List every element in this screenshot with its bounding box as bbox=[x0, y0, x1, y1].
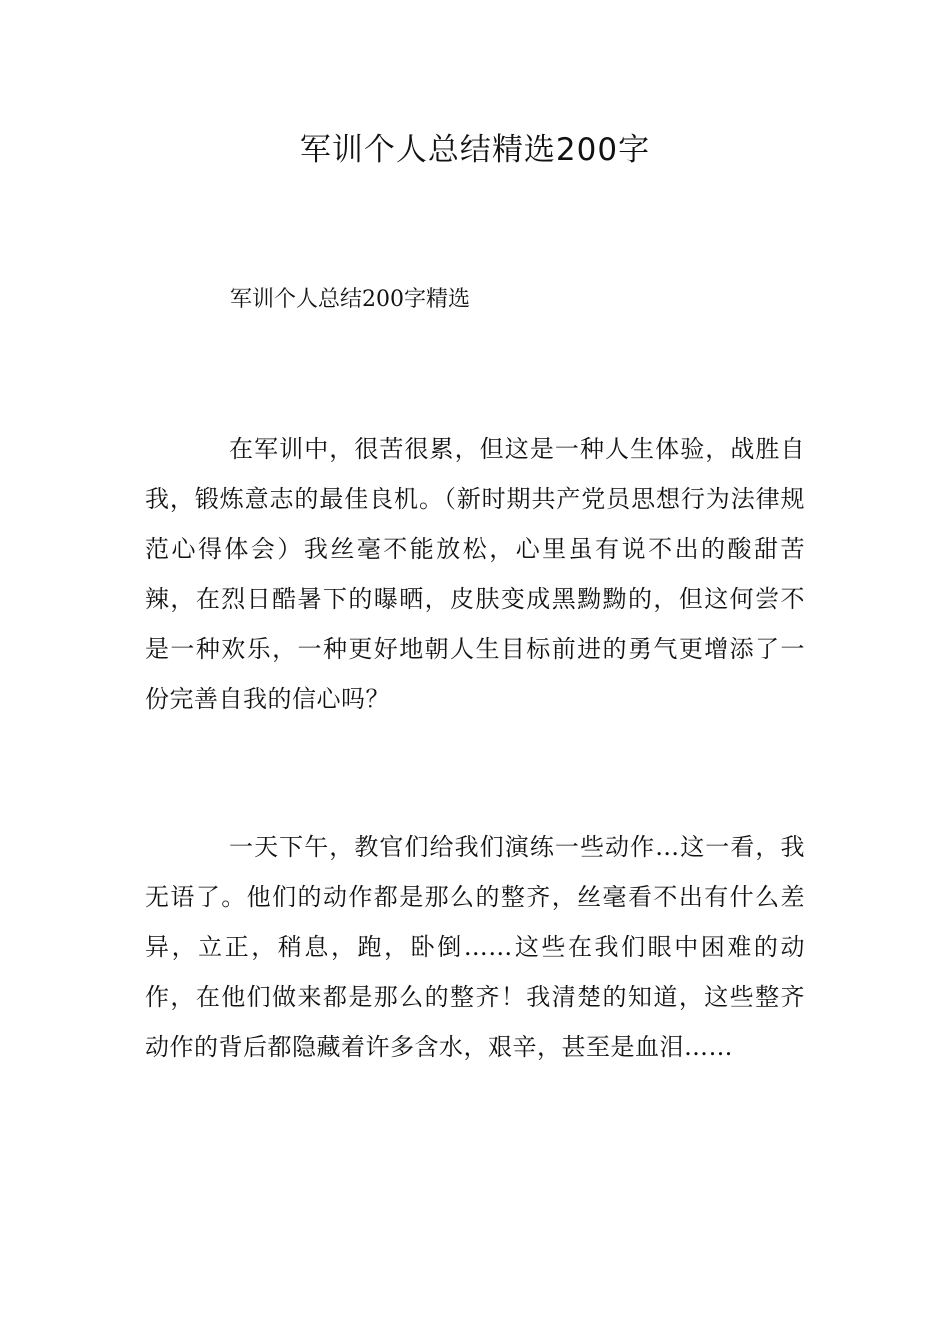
paragraph-2: 一天下午，教官们给我们演练一些动作…这一看，我无语了。他们的动作都是那么的整齐，丝毫看不出有什么差异，立正，稍息，跑，卧倒……这些在我们眼中困难的动作，在他们做来都是那么的整齐！我清楚的知道，这些整齐动作的背后都隐藏着许多含水，艰辛，甚至是血泪…… bbox=[145, 833, 805, 1061]
paragraph-1: 在军训中，很苦很累，但这是一种人生体验，战胜自我，锻炼意志的最佳良机。（新时期共产党员思想行为法律规范心得体会）我丝毫不能放松，心里虽有说不出的酸甜苦辣，在烈日酷暑下的曝晒，皮肤变成黑黝黝的，但这何尝不是一种欢乐，一种更好地朝人生目标前进的勇气更增添了一份完善自我的信心吗？ bbox=[145, 435, 805, 713]
document-title: 军训个人总结精选200字 bbox=[299, 132, 651, 168]
document-subtitle: 军训个人总结200字精选 bbox=[230, 287, 470, 312]
